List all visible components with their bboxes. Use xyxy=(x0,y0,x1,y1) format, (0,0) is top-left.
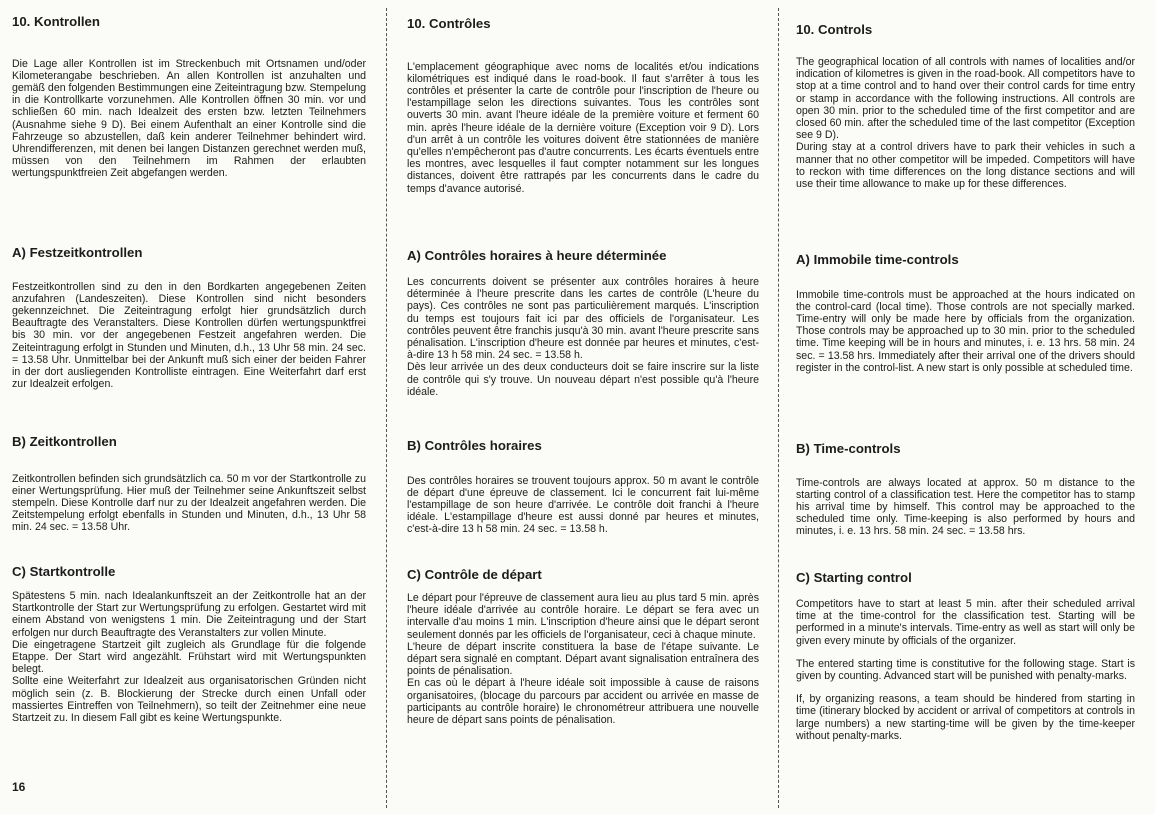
french-c-paragraph-1: Le départ pour l'épreuve de classement aura lieu au plus tard 5 min. après l'heure idéale d'arrivée au contrôle horaire. Le départ se fera avec un intervalle d'au moins 1 min. L'inscription d'heure ainsi que le départ seront seulement donnés par les officiels de l'organisateur, ceci à chaque minute. xyxy=(407,592,759,641)
german-c-paragraph-2: Die eingetragene Startzeit gilt zugleich als Grundlage für die folgende Etappe. Der Start wird angezählt. Frühstart wird mit Wertungspunkten belegt. xyxy=(12,638,366,676)
french-heading-a: A) Contrôles horaires à heure déterminée xyxy=(407,248,667,263)
french-heading-b: B) Contrôles horaires xyxy=(407,438,542,453)
french-intro: L'emplacement géographique avec noms de localités et/ou indications kilométriques est indiqué dans le road-book. Il faut s'arrêter à tous les contrôles et présenter la carte de contrôle pour l'inscription de l'heure ou l'estampillage selon les directions suivantes. Tous les contrôles sont ouverts 30 min. avant l'heure idéale de la première voiture et ferment 60 min. après l'heure idéale de la dernière voiture (Exception voir 9 D). Lors d'un arrêt à un contrôle les voitures doivent être stationnées de manière qu'elles n'empêcheront pas d'autre concurrents. Les écarts éventuels entre les montres, avec lesquelles il faut compter notamment sur les longues distances, doivent être rattrapés par les concurrents dans le cadre du temps d'avance autorisé. xyxy=(407,60,759,195)
german-heading-c: C) Startkontrolle xyxy=(12,564,116,579)
english-title: 10. Controls xyxy=(796,22,873,37)
english-heading-a: A) Immobile time-controls xyxy=(796,252,959,267)
german-section-c xyxy=(12,590,366,724)
english-section-c xyxy=(796,598,1135,742)
english-c-paragraph-1: Competitors have to start at least 5 min. after their scheduled arrival time at the time-control for the classification test. Starting will be performed in a minute's intervals. Time-entry as well as start will only be given every minute by officials of the organizer. xyxy=(796,598,1135,647)
german-column xyxy=(0,0,388,814)
english-c-paragraph-2: The entered starting time is constitutive for the following stage. Start is given by counting. Advanced start will be punished with penalty-marks. xyxy=(796,657,1135,683)
english-intro-paragraph-2: During stay at a control drivers have to park their vehicles in such a manner that no other competitor will be impeded. Competitors will have to reckon with time differences on the long distance sections and will use their time allowance to make up for these differences. xyxy=(796,141,1135,191)
french-title: 10. Contrôles xyxy=(407,16,491,31)
german-title: 10. Kontrollen xyxy=(12,14,100,29)
french-a-paragraph-2: Dès leur arrivée un des deux conducteurs doit se faire inscrire sur la liste de contrôle qui s'y trouve. Un nouveau départ n'est possible qu'à l'heure idéale. xyxy=(407,361,759,398)
english-c-paragraph-3: If, by organizing reasons, a team should be hindered from starting in time (itinerary blocked by accident or arrival of competitors at controls in large numbers) a new starting-time will be given by the time-keeper without penalty-marks. xyxy=(796,693,1135,742)
french-c-paragraph-2: L'heure de départ inscrite constituera la base de l'étape suivante. Le départ sera signalé en comptant. Départ avant signalisation entraînera des points de pénalisation. xyxy=(407,640,759,678)
german-heading-a: A) Festzeitkontrollen xyxy=(12,245,143,260)
column-divider xyxy=(386,8,387,808)
german-c-paragraph-3: Sollte eine Weiterfahrt zur Idealzeit aus organisatorischen Gründen nicht möglich sein (z. B. Blockierung der Strecke durch einen Unfall oder massiertes Eintreffen von Teilnehmern), so teilt der Zeitnehmer eine neue Startzeit zu. In diesem Fall gibt es keine Wertungspunkte. xyxy=(12,675,366,725)
french-column xyxy=(388,0,780,814)
english-text-b: Time-controls are always located at approx. 50 m distance to the starting control of a classification test. Here the competitor has to stamp his arrival time by himself. This control may be approached to the scheduled time only. Time-keeping is also performed by hours and minutes, i. e. 13 hrs. 58 min. 24 sec. = 13.58 hrs. xyxy=(796,476,1135,538)
french-heading-c: C) Contrôle de départ xyxy=(407,567,542,582)
page-number: 16 xyxy=(12,780,26,794)
english-heading-b: B) Time-controls xyxy=(796,441,901,456)
english-heading-c: C) Starting control xyxy=(796,570,912,585)
french-c-paragraph-3: En cas où le départ à l'heure idéale soit impossible à cause de raisons organisatoires, (blocage du parcours par accident ou arrivée en masse de participants au contrôle horaire) le chronométreur attribuera une nouvelle heure de départ sans points de pénalisation. xyxy=(407,677,759,727)
german-text-b: Zeitkontrollen befinden sich grundsätzlich ca. 50 m vor der Startkontrolle zu einer Wertungsprüfung. Hier muß der Teilnehmer seine Ankunftszeit selbst stempeln. Diese Kontrolle darf nur zu der Idealzeit angefahren werden. Die Zeitstempelung erfolgt ebenfalls in Stunden und Minuten, d.h., 13 Uhr 58 min. 24 sec. = 13.58 Uhr. xyxy=(12,472,366,534)
french-text-b: Des contrôles horaires se trouvent toujours approx. 50 m avant le contrôle de départ d'une épreuve de classement. Ici le concurrent fait lui-même l'estampillage de son heure d'arrivée. Le contrôle doit franchi à l'heure idéale. L'estampillage d'heure est aussi donné par heures et minutes, c'est-à-dire 13 h 58 min. 24 sec. = 13.58 h. xyxy=(407,474,759,536)
french-section-a xyxy=(407,276,759,398)
german-intro: Die Lage aller Kontrollen ist im Streckenbuch mit Ortsnamen und/oder Kilometerangabe beschrieben. An allen Kontrollen ist anzuhalten und gemäß den folgenden Bestimmungen eine Zeiteintragung bzw. Stempelung in die Kontrollkarte vorzunehmen. Alle Kontrollen öffnen 30 min. vor und schließen 60 min. nach Idealzeit des ersten bzw. letzten Teilnehmers (Ausnahme siehe 9 D). Bei einem Aufenthalt an einer Kontrolle sind die Fahrzeuge so abzustellen, daß kein anderer Teilnehmer behindert wird. Uhrendifferenzen, mit denen bei langen Distanzen gerechnet werden muß, müssen von den Teilnehmern im Rahmen der erlaubten wertungspunktfreien Zeit abgefangen werden. xyxy=(12,57,366,180)
column-divider-2 xyxy=(778,8,779,808)
english-text-a: Immobile time-controls must be approached at the hours indicated on the control-card (local time). Those controls are not specially marked. Time-entry will only be made here by officials from the organization. Those controls may be approached up to 30 min. prior to the scheduled time. Time keeping will be in hours and minutes, i. e. 13 hrs. 58 min. 24 sec. = 13.58 hrs. Immediately after their arrival one of the drivers should register in the control-list. A new start is only possible at scheduled time. xyxy=(796,288,1135,374)
french-section-c xyxy=(407,592,759,726)
english-column xyxy=(780,0,1155,814)
english-intro xyxy=(796,56,1135,190)
french-a-paragraph-1: Les concurrents doivent se présenter aux contrôles horaires à heure déterminée à l'heure prescrite dans les cartes de contrôle (L'heure du pays). Ces contrôles ne sont pas particulièrement marqués. L'inscription du temps est toujours fait ici par des officiels de l'organisateur. Les contrôles peuvent être franchis jusqu'à 30 min. avant l'heure prescrite sans pénalisation. L'inscription d'heure est donnée par heures et minutes, c'est-à-dire 13 h 58 min. 24 sec. = 13.58 h. xyxy=(407,276,759,362)
german-heading-b: B) Zeitkontrollen xyxy=(12,434,117,449)
english-intro-paragraph-1: The geographical location of all controls with names of localities and/or indication of kilometres is given in the road-book. All competitors have to stop at a time control and to hand over their control cards for time entry or stamp in accordance with the following instructions. All controls are open 30 min. prior to the scheduled time of the first competitor and are closed 60 min. after the scheduled time of the last competitor (Exception see 9 D). xyxy=(796,56,1135,142)
german-text-a: Festzeitkontrollen sind zu den in den Bordkarten angegebenen Zeiten anzufahren (Landeszeiten). Diese Kontrollen sind nicht besonders gekennzeichnet. Die Zeiteintragung erfolgt hier grundsätzlich durch Beauftragte des Veranstalters. Diese Kontrollen dürfen wertungspunktfrei bis 30 min. vor der angegebenen Festzeit angefahren werden. Die Zeiteintragung erfolgt in Stunden und Minuten, d.h., 13 Uhr 58 min. 24 sec. = 13.58 Uhr. Unmittelbar bei der Ankunft muß sich einer der beiden Fahrer in der dort ausliegenden Kontrolliste eintragen. Eine Weiterfahrt darf erst zur Idealzeit erfolgen. xyxy=(12,280,366,391)
german-c-paragraph-1: Spätestens 5 min. nach Idealankunftszeit an der Zeitkontrolle hat an der Startkontrolle der Start zur Wertungsprüfung zu erfolgen. Gestartet wird mit einem Abstand von wenigstens 1 min. Die Zeiteintragung und der Start erfolgen nur durch Beauftragte des Veranstalters zur vollen Minute. xyxy=(12,590,366,639)
